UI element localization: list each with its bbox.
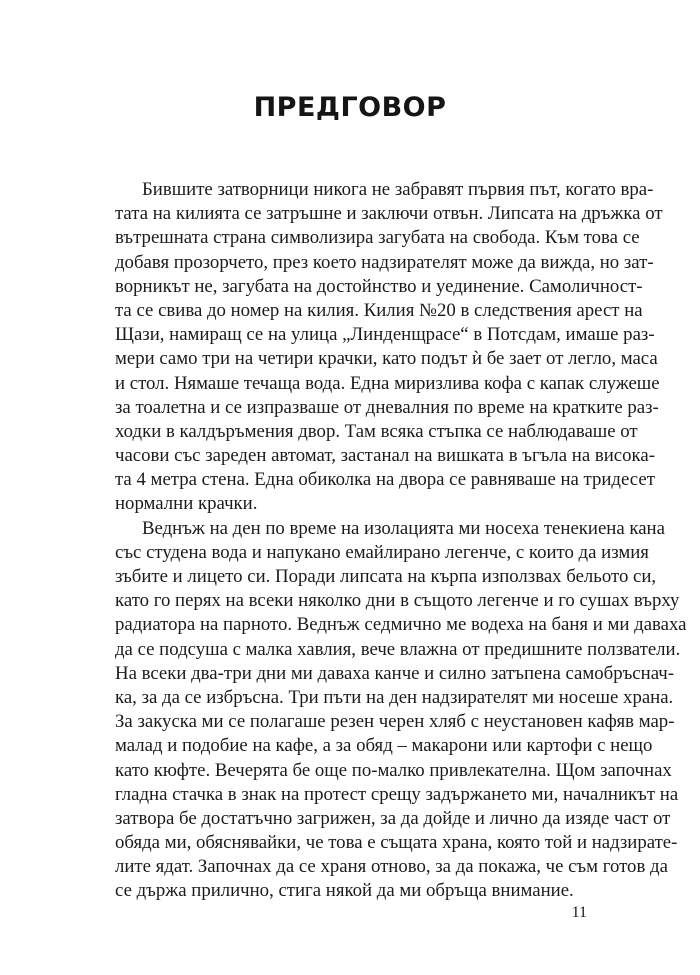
page-number: 11 [571,904,587,921]
text-line: та се свива до номер на килия. Килия №20 в следствения арест на [115,299,643,321]
text-line: като го перях на всеки няколко дни в същото легенче и го сушах върху [115,590,680,612]
text-line: ворникът не, загубата на достойнство и уединение. Самоличност- [115,275,643,297]
text-line: ходки в калдъръмения двор. Там всяка стъпка се наблюдаваше от [115,420,638,442]
text-line: зъбите и лицето си. Поради липсата на кърпа използвах бельото си, [115,566,657,587]
text-line: Веднъж на ден по време на изолацията ми носеха тенекиена кана [142,517,665,539]
text-line: добавя прозорчето, през което надзирателят може да вижда, но зат- [115,251,654,273]
text-line: мери само три на четири крачки, като подът ѝ бе зает от легло, маса [115,348,658,370]
body-text [115,178,687,904]
text-line: малад и подобие на кафе, а за обяд – макарони или картофи с нещо [115,735,653,757]
text-line: да се подсуша с малка хавлия, вече влажна от предишните ползватели. [115,638,681,660]
text-line: та 4 метра стена. Една обиколка на двора се равняваше на тридесет [115,469,655,491]
text-line: за тоалетна и се изпразваше от дневалния по време на кратките раз- [115,396,659,418]
text-line: вътрешната страна символизира загубата на свобода. Към това се [115,227,640,249]
paragraph-1 [115,178,663,517]
text-line: Щази, намиращ се на улица „Линденщрасе“ в Потсдам, имаше раз- [115,324,655,346]
text-line: радиатора на парното. Веднъж седмично ме водеха на баня и ми даваха [115,614,687,636]
text-line: затвора бе достатъчно загрижен, за да дойде и лично да изяде част от [115,807,671,829]
page-title: ПРЕДГОВОР [253,92,447,123]
text-line: нормални крачки. [115,493,258,515]
text-line: За закуска ми се полагаше резен черен хляб с неустановен кафяв мар- [115,711,675,733]
text-line: На всеки два-три дни ми даваха канче и силно затъпена самобръснач- [115,662,674,684]
text-line: тата на килията се затръшне и заключи отвън. Липсата на дръжка от [115,203,663,225]
text-line: със студена вода и напукано емайлирано легенче, с които да измия [115,541,649,563]
text-line: като кюфте. Вечерята бе още по-малко привлекателна. Щом започнах [115,759,672,781]
text-line: обяда ми, обяснявайки, че това е същата храна, която той и надзирате- [115,832,678,854]
text-line: часови със зареден автомат, застанал на вишката в ъгъла на висока- [115,445,655,467]
text-line: лите ядат. Започнах да се храня отново, за да покажа, че съм готов да [115,856,668,878]
paragraph-2 [115,517,687,904]
text-line: гладна стачка в знак на протест срещу задържането ми, началникът на [115,783,679,805]
text-line: и стол. Нямаше течаща вода. Една миризлива кофа с капак служеше [115,372,660,394]
text-line: ка, за да се избръсна. Три пъти на ден надзирателят ми носеше храна. [115,686,674,708]
text-line: Бившите затворници никога не забравят първия път, когато вра- [142,179,654,200]
text-line: се държа прилично, стига някой да ми обръща внимание. [115,880,574,902]
